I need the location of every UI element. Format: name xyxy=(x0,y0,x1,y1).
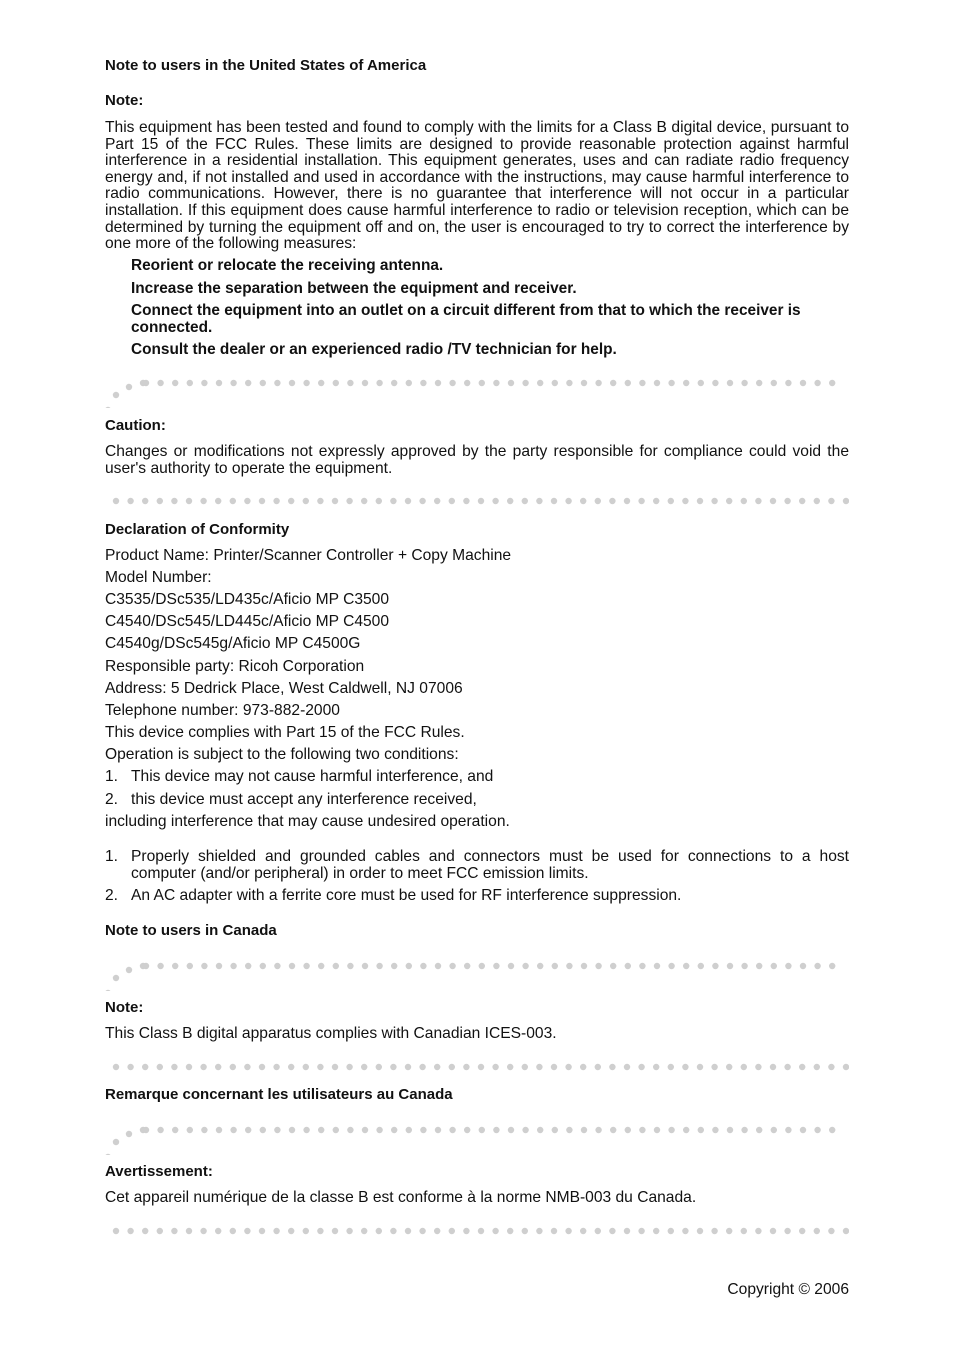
canada-note-label: Note: xyxy=(105,999,144,1016)
copyright: Copyright © 2006 xyxy=(727,1281,849,1298)
dotted-rule xyxy=(105,1063,849,1071)
doc-line: C4540/DSc545/LD445c/Aficio MP C4500 xyxy=(105,613,390,630)
canada-fr-heading: Remarque concernant les utilisateurs au Canada xyxy=(105,1086,453,1103)
measure-item: Increase the separation between the equipment and receiver. xyxy=(131,280,577,297)
us-heading: Note to users in the United States of America xyxy=(105,57,427,74)
condition-number: 2. xyxy=(105,791,119,808)
dotted-rule xyxy=(105,1227,849,1235)
us-note-label: Note: xyxy=(105,92,144,109)
note-item xyxy=(105,888,849,905)
condition-text: this device must accept any interference received, xyxy=(131,791,477,808)
doc-line: C3535/DSc535/LD435c/Aficio MP C3500 xyxy=(105,591,390,608)
warning-text: Cet appareil numérique de la classe B est conforme à la norme NMB-003 du Canada. xyxy=(105,1189,697,1206)
doc-line: Model Number: xyxy=(105,569,212,586)
caution-label: Caution: xyxy=(105,417,166,434)
dotted-rule xyxy=(143,379,849,387)
doc-line: including interference that may cause undesired operation. xyxy=(105,813,510,830)
doc-heading: Declaration of Conformity xyxy=(105,521,290,538)
doc-line: Address: 5 Dedrick Place, West Caldwell, NJ 07006 xyxy=(105,680,463,697)
doc-line: Product Name: Printer/Scanner Controller + Copy Machine xyxy=(105,547,512,564)
warning-label: Avertissement: xyxy=(105,1163,213,1180)
note-item xyxy=(105,849,849,882)
dotted-rule-start xyxy=(105,1125,145,1155)
condition-item xyxy=(105,792,849,809)
canada-note-text: This Class B digital apparatus complies with Canadian ICES-003. xyxy=(105,1025,557,1042)
doc-line: Telephone number: 973-882-2000 xyxy=(105,702,340,719)
condition-text: This device may not cause harmful interference, and xyxy=(131,768,494,785)
condition-item xyxy=(105,769,849,786)
measure-item: Consult the dealer or an experienced radio /TV technician for help. xyxy=(131,341,617,358)
note-number: 2. xyxy=(105,887,119,904)
condition-number: 1. xyxy=(105,768,119,785)
us-note-text: This equipment has been tested and found to comply with the limits for a Class B digital device, pursuant to Part 15 of the FCC Rules. These limits are designed to provide reasonable protection against harmful interference in a residential installation. This equipment generates, uses and can radiate radio frequency energy and, if not installed and used in accordance with the instructions, may cause harmful interference to radio communications. However, there is no guarantee that interference will not occur in a particular installation. If this equipment does cause harmful interference to radio or television reception, which can be determined by turning the equipment off and on, the user is encouraged to try to correct the interference by one more of the following measures: xyxy=(105,119,849,253)
note-text: An AC adapter with a ferrite core must be used for RF interference suppression. xyxy=(131,887,682,904)
dotted-rule-start xyxy=(105,378,145,408)
caution-text: Changes or modifications not expressly approved by the party responsible for compliance could void the user's authority to operate the equipment. xyxy=(105,443,849,477)
dotted-rule xyxy=(143,962,849,970)
measure-item: Reorient or relocate the receiving antenna. xyxy=(131,257,444,274)
doc-line: Operation is subject to the following two conditions: xyxy=(105,746,459,763)
note-number: 1. xyxy=(105,848,119,865)
doc-line: C4540g/DSc545g/Aficio MP C4500G xyxy=(105,635,361,652)
measure-item: Connect the equipment into an outlet on a circuit different from that to which the receiver is connected. xyxy=(131,302,801,336)
dotted-rule xyxy=(105,497,849,505)
doc-line: This device complies with Part 15 of the FCC Rules. xyxy=(105,724,465,741)
dotted-rule-start xyxy=(105,961,145,991)
dotted-rule xyxy=(143,1126,849,1134)
doc-line: Responsible party: Ricoh Corporation xyxy=(105,658,365,675)
note-text: Properly shielded and grounded cables and connectors must be used for connections to a host computer (and/or peripheral) in order to meet FCC emission limits. xyxy=(131,848,849,882)
canada-heading: Note to users in Canada xyxy=(105,922,277,939)
